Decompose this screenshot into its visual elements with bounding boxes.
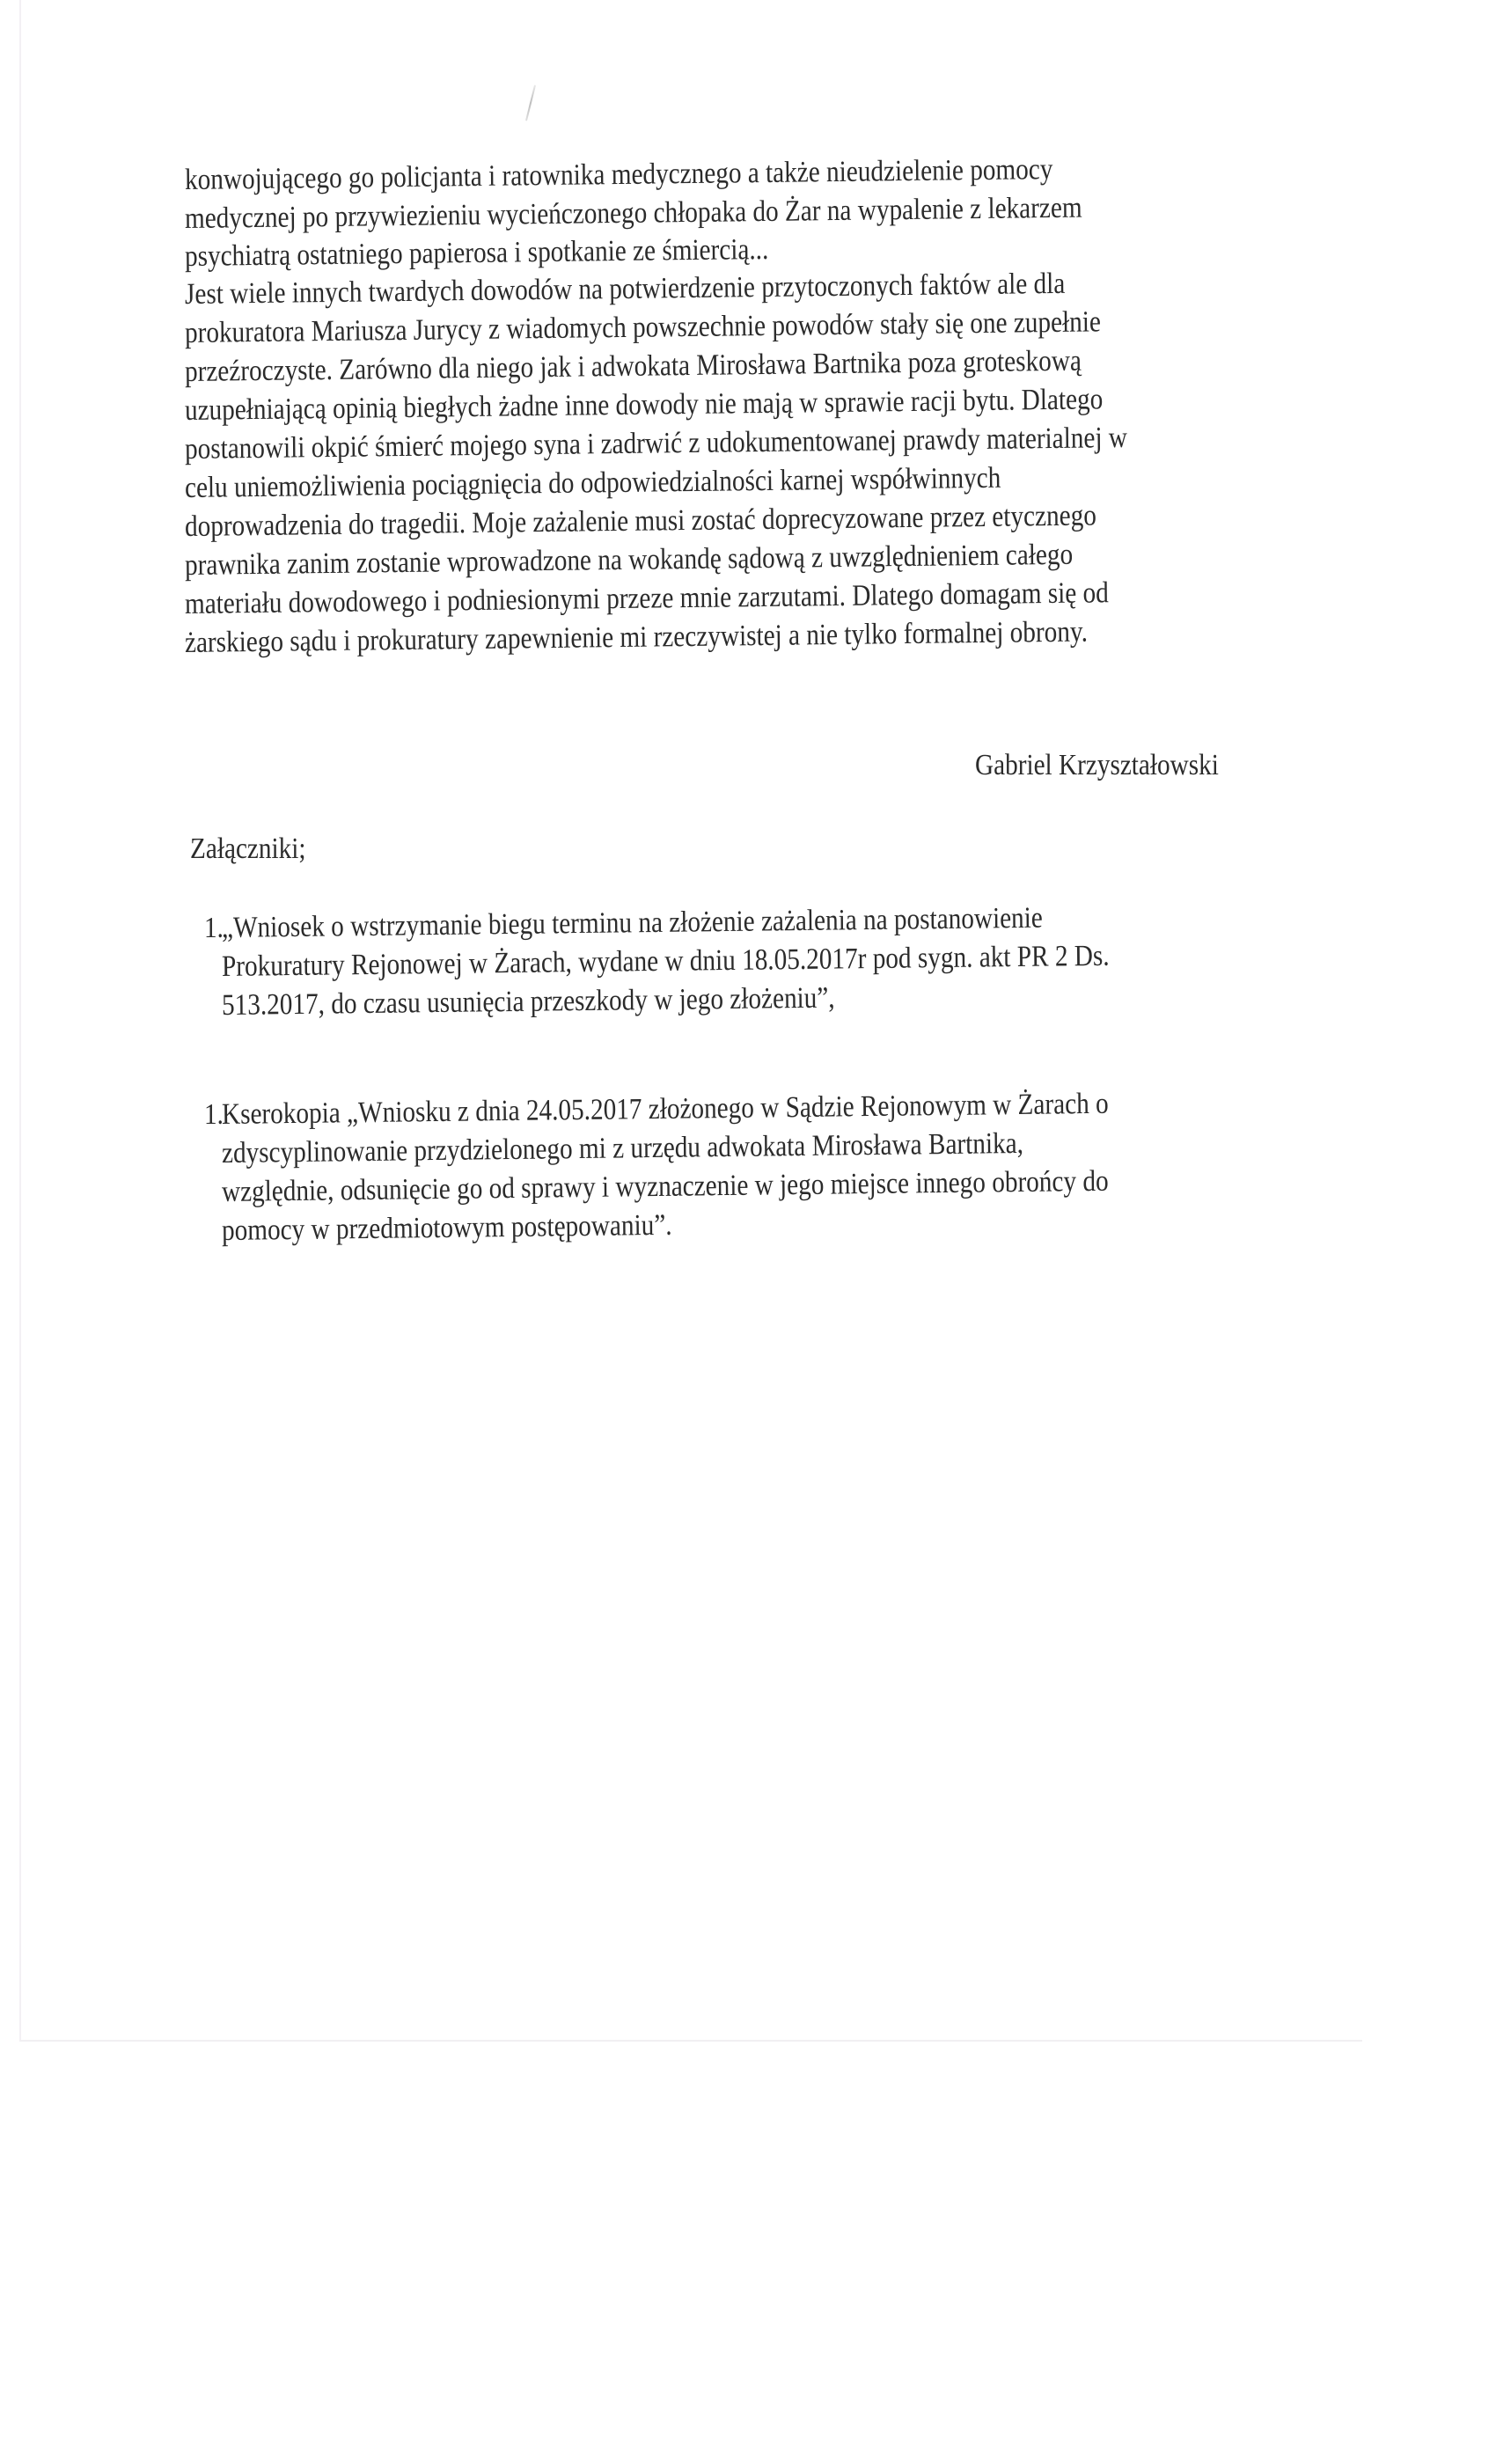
attachment-line: pomocy w przedmiotowym postępowaniu”.: [221, 1208, 672, 1247]
paragraph-line: postanowili okpić śmierć mojego syna i zadrwić z udokumentowanej prawdy materialnej w: [184, 421, 1128, 466]
paragraph-line: prawnika zanim zostanie wprowadzone na wokandę sądową z uwzględnieniem całego: [184, 538, 1074, 582]
paragraph-line: psychiatrą ostatniego papierosa i spotkanie ze śmiercią...: [184, 232, 769, 273]
attachment-line: względnie, odsunięcie go od sprawy i wyznaczenie w jego miejsce innego obrońcy do: [221, 1164, 1109, 1208]
paragraph-line: konwojującego go policjanta i ratownika medycznego a także nieudzielenie pomocy: [184, 152, 1053, 196]
attachment-line: „Wniosek o wstrzymanie biegu terminu na złożenie zażalenia na postanowienie: [221, 901, 1043, 944]
paragraph-line: materiału dowodowego i podniesionymi przeze mnie zarzutami. Dlatego domagam się od: [184, 576, 1109, 620]
paragraph-line: Jest wiele innych twardych dowodów na potwierdzenie przytoczonych faktów ale dla: [184, 267, 1066, 311]
paragraph-line: medycznej po przywiezieniu wycieńczonego chłopaka do Żar na wypalenie z lekarzem: [184, 191, 1082, 235]
paragraph-line: prokuratora Mariusza Jurycy z wiadomych powszechnie powodów stały się one zupełnie: [184, 305, 1102, 349]
attachment-line: zdyscyplinowanie przydzielonego mi z urzędu adwokata Mirosława Bartnika,: [221, 1126, 1024, 1170]
attachment-number: 1.: [204, 1098, 224, 1131]
attachment-line: Kserokopia „Wniosku z dnia 24.05.2017 złożonego w Sądzie Rejonowym w Żarach o: [221, 1087, 1109, 1131]
signature: Gabriel Krzyształowski: [975, 749, 1219, 781]
paragraph-line: uzupełniającą opinią biegłych żadne inne dowody nie mają w sprawie racji bytu. Dlatego: [184, 383, 1104, 427]
attachment-number: 1.: [204, 912, 224, 944]
paragraph-line: przeźroczyste. Zarówno dla niego jak i adwokata Mirosława Bartnika poza groteskową: [184, 344, 1082, 388]
paragraph-line: doprowadzenia do tragedii. Moje zażalenie musi zostać doprecyzowane przez etycznego: [184, 499, 1097, 543]
paragraph-line: celu uniemożliwienia pociągnięcia do odpowiedzialności karnej współwinnych: [184, 461, 1001, 504]
attachment-line: 513.2017, do czasu usunięcia przeszkody w jego złożeniu”,: [221, 981, 835, 1022]
paragraph-line: żarskiego sądu i prokuratury zapewnienie mi rzeczywistej a nie tylko formalnej obrony.: [184, 615, 1089, 659]
attachment-line: Prokuratury Rejonowej w Żarach, wydane w dniu 18.05.2017r pod sygn. akt PR 2 Ds.: [221, 939, 1110, 983]
attachments-heading: Załączniki;: [190, 832, 306, 865]
